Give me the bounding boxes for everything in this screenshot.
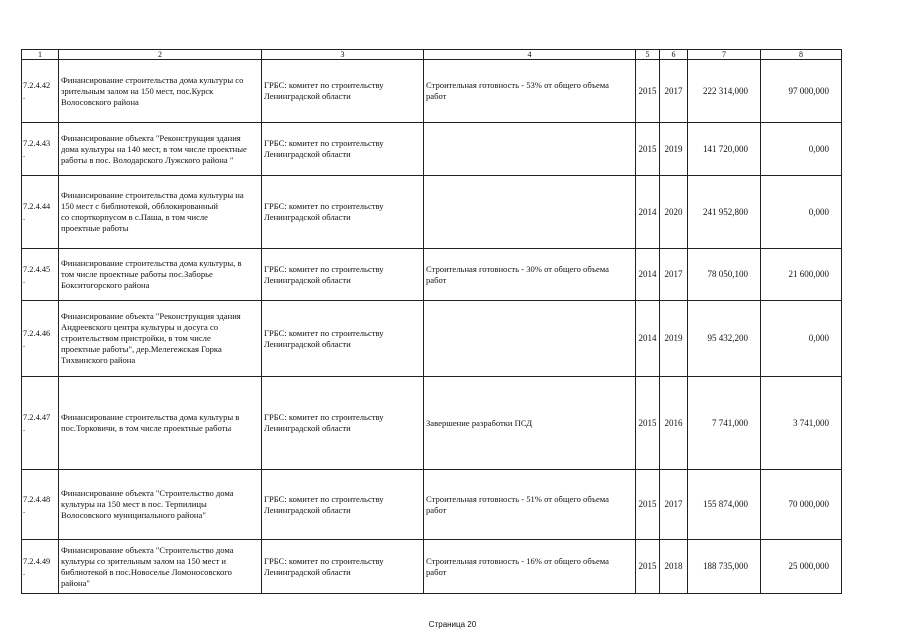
end-year: 2017 — [660, 470, 688, 540]
page-number: Страница 20 — [428, 620, 477, 629]
result-cell — [424, 301, 636, 377]
total-cost: 95 432,200 — [688, 301, 761, 377]
table-row — [22, 249, 842, 301]
funding-amount: 21 600,000 — [761, 249, 842, 301]
col-header: 3 — [262, 50, 424, 60]
program-table — [21, 49, 842, 594]
grbs-cell: ГРБС: комитет по строительству Ленинградской области — [262, 176, 424, 249]
row-number: 7.2.4.43 . — [22, 123, 59, 176]
result-cell: Строительная готовность - 16% от общего объема работ — [424, 540, 636, 594]
end-year: 2017 — [660, 249, 688, 301]
funding-amount: 0,000 — [761, 123, 842, 176]
row-number: 7.2.4.45 . — [22, 249, 59, 301]
total-cost: 188 735,000 — [688, 540, 761, 594]
header-row — [22, 50, 842, 60]
object-name: Финансирование строительства дома культуры в пос.Торковичи, в том числе проектные работы — [59, 377, 262, 470]
end-year: 2018 — [660, 540, 688, 594]
funding-amount: 25 000,000 — [761, 540, 842, 594]
table-row — [22, 540, 842, 594]
start-year: 2015 — [636, 60, 660, 123]
object-name: Финансирование объекта "Строительство дома культуры со зрительным залом на 150 мест и библиотекой в пос.Новоселье Ломоносовского района" — [59, 540, 262, 594]
total-cost: 141 720,000 — [688, 123, 761, 176]
col-header: 4 — [424, 50, 636, 60]
object-name: Финансирование строительства дома культуры на 150 мест с библиотекой, обблокированный со спорткорпусом в с.Паша, в том числе проектные работы — [59, 176, 262, 249]
object-name: Финансирование строительства дома культуры со зрительным залом на 150 мест, пос.Курск Волосовского района — [59, 60, 262, 123]
grbs-cell: ГРБС: комитет по строительству Ленинградской области — [262, 123, 424, 176]
start-year: 2014 — [636, 176, 660, 249]
result-cell: Строительная готовность - 30% от общего объема работ — [424, 249, 636, 301]
col-header: 1 — [22, 50, 59, 60]
total-cost: 155 874,000 — [688, 470, 761, 540]
grbs-cell: ГРБС: комитет по строительству Ленинградской области — [262, 540, 424, 594]
col-header: 5 — [636, 50, 660, 60]
object-name: Финансирование объекта "Реконструкция здания Андреевского центра культуры и досуга со строительством пристройки, в том числе проектные работы", дер.Мелегежская Горка Тихвинского района — [59, 301, 262, 377]
result-cell — [424, 123, 636, 176]
table-row — [22, 176, 842, 249]
object-name: Финансирование объекта "Реконструкция здания дома культуры на 140 мест, в том числе проектные работы в пос. Володарского Лужского района " — [59, 123, 262, 176]
grbs-cell: ГРБС: комитет по строительству Ленинградской области — [262, 470, 424, 540]
total-cost: 78 050,100 — [688, 249, 761, 301]
total-cost: 241 952,800 — [688, 176, 761, 249]
result-cell — [424, 176, 636, 249]
row-number: 7.2.4.42 . — [22, 60, 59, 123]
total-cost: 222 314,000 — [688, 60, 761, 123]
funding-amount: 97 000,000 — [761, 60, 842, 123]
start-year: 2014 — [636, 249, 660, 301]
row-number: 7.2.4.47 . — [22, 377, 59, 470]
result-cell: Строительная готовность - 53% от общего объема работ — [424, 60, 636, 123]
end-year: 2020 — [660, 176, 688, 249]
grbs-cell: ГРБС: комитет по строительству Ленинградской области — [262, 60, 424, 123]
table-row — [22, 60, 842, 123]
col-header: 2 — [59, 50, 262, 60]
table-row — [22, 123, 842, 176]
start-year: 2015 — [636, 540, 660, 594]
funding-amount: 70 000,000 — [761, 470, 842, 540]
funding-amount: 3 741,000 — [761, 377, 842, 470]
result-cell: Строительная готовность - 51% от общего объема работ — [424, 470, 636, 540]
table-row — [22, 470, 842, 540]
end-year: 2019 — [660, 123, 688, 176]
start-year: 2015 — [636, 377, 660, 470]
end-year: 2019 — [660, 301, 688, 377]
funding-amount: 0,000 — [761, 301, 842, 377]
object-name: Финансирование строительства дома культуры, в том числе проектные работы пос.Заборье Бокситогорского района — [59, 249, 262, 301]
total-cost: 7 741,000 — [688, 377, 761, 470]
col-header: 6 — [660, 50, 688, 60]
row-number: 7.2.4.49 . — [22, 540, 59, 594]
object-name: Финансирование объекта "Строительство дома культуры на 150 мест в пос. Терпилицы Волосовского муниципального района" — [59, 470, 262, 540]
grbs-cell: ГРБС: комитет по строительству Ленинградской области — [262, 377, 424, 470]
funding-amount: 0,000 — [761, 176, 842, 249]
start-year: 2014 — [636, 301, 660, 377]
col-header: 8 — [761, 50, 842, 60]
result-cell: Завершение разработки ПСД — [424, 377, 636, 470]
grbs-cell: ГРБС: комитет по строительству Ленинградской области — [262, 301, 424, 377]
row-number: 7.2.4.48 . — [22, 470, 59, 540]
row-number: 7.2.4.46 . — [22, 301, 59, 377]
table-row — [22, 301, 842, 377]
end-year: 2016 — [660, 377, 688, 470]
col-header: 7 — [688, 50, 761, 60]
grbs-cell: ГРБС: комитет по строительству Ленинградской области — [262, 249, 424, 301]
table-row — [22, 377, 842, 470]
start-year: 2015 — [636, 470, 660, 540]
end-year: 2017 — [660, 60, 688, 123]
start-year: 2015 — [636, 123, 660, 176]
row-number: 7.2.4.44 . — [22, 176, 59, 249]
